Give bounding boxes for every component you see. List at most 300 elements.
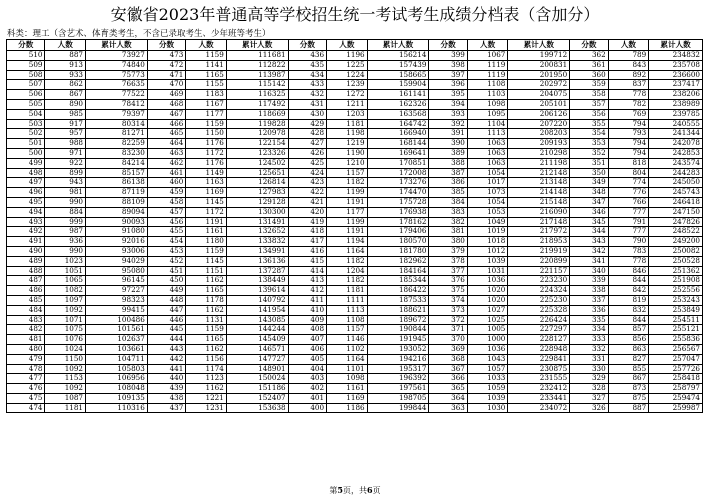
table-row bbox=[7, 158, 703, 168]
count-cell: 1063 bbox=[467, 148, 508, 158]
cumulative-cell: 244283 bbox=[649, 168, 703, 178]
cumulative-cell: 221157 bbox=[508, 266, 570, 276]
cumulative-cell: 125651 bbox=[226, 168, 288, 178]
count-cell: 782 bbox=[608, 99, 649, 109]
score-cell: 365 bbox=[429, 384, 467, 394]
cumulative-cell: 214148 bbox=[508, 188, 570, 198]
score-cell: 413 bbox=[288, 276, 326, 286]
count-cell: 1181 bbox=[327, 119, 368, 129]
count-cell: 1063 bbox=[467, 139, 508, 149]
count-cell: 1153 bbox=[45, 374, 86, 384]
table-row bbox=[7, 403, 703, 413]
score-cell: 467 bbox=[147, 109, 185, 119]
cumulative-cell: 164742 bbox=[367, 119, 429, 129]
score-cell: 504 bbox=[7, 109, 45, 119]
header-count: 人数 bbox=[608, 40, 649, 51]
score-cell: 410 bbox=[288, 305, 326, 315]
cumulative-cell: 207220 bbox=[508, 119, 570, 129]
count-cell: 1150 bbox=[186, 129, 227, 139]
score-cell: 388 bbox=[429, 158, 467, 168]
cumulative-cell: 253849 bbox=[649, 305, 703, 315]
count-cell: 1087 bbox=[45, 393, 86, 403]
cumulative-cell: 215148 bbox=[508, 197, 570, 207]
cumulative-cell: 197561 bbox=[367, 384, 429, 394]
count-cell: 1039 bbox=[467, 256, 508, 266]
score-cell: 492 bbox=[7, 227, 45, 237]
cumulative-cell: 255121 bbox=[649, 325, 703, 335]
cumulative-cell: 101561 bbox=[86, 325, 148, 335]
count-cell: 1033 bbox=[467, 374, 508, 384]
count-cell: 1031 bbox=[467, 266, 508, 276]
count-cell: 804 bbox=[608, 168, 649, 178]
score-cell: 346 bbox=[570, 207, 608, 217]
cumulative-cell: 217148 bbox=[508, 217, 570, 227]
count-cell: 857 bbox=[608, 325, 649, 335]
score-cell: 417 bbox=[288, 237, 326, 247]
count-cell: 1051 bbox=[45, 266, 86, 276]
count-cell: 1043 bbox=[467, 354, 508, 364]
score-cell: 381 bbox=[429, 227, 467, 237]
cumulative-cell: 238989 bbox=[649, 99, 703, 109]
cumulative-cell: 250528 bbox=[649, 256, 703, 266]
cumulative-cell: 240555 bbox=[649, 119, 703, 129]
count-cell: 1054 bbox=[467, 168, 508, 178]
cumulative-cell: 159904 bbox=[367, 80, 429, 90]
cumulative-cell: 213148 bbox=[508, 178, 570, 188]
score-cell: 435 bbox=[288, 60, 326, 70]
score-cell: 374 bbox=[429, 295, 467, 305]
cumulative-cell: 93006 bbox=[86, 246, 148, 256]
score-cell: 326 bbox=[570, 403, 608, 413]
count-cell: 1199 bbox=[327, 188, 368, 198]
table-row bbox=[7, 315, 703, 325]
cumulative-cell: 258797 bbox=[649, 384, 703, 394]
count-cell: 1131 bbox=[186, 315, 227, 325]
count-cell: 1182 bbox=[327, 256, 368, 266]
table-row bbox=[7, 364, 703, 374]
cumulative-cell: 104711 bbox=[86, 354, 148, 364]
score-cell: 380 bbox=[429, 237, 467, 247]
cumulative-cell: 106956 bbox=[86, 374, 148, 384]
count-cell: 1067 bbox=[467, 51, 508, 61]
score-cell: 436 bbox=[288, 51, 326, 61]
count-cell: 837 bbox=[608, 80, 649, 90]
table-row bbox=[7, 139, 703, 149]
table-row bbox=[7, 335, 703, 345]
count-cell: 1092 bbox=[45, 364, 86, 374]
score-cell: 377 bbox=[429, 266, 467, 276]
score-cell: 397 bbox=[429, 70, 467, 80]
count-cell: 1005 bbox=[467, 325, 508, 335]
cumulative-cell: 236600 bbox=[649, 70, 703, 80]
cumulative-cell: 199712 bbox=[508, 51, 570, 61]
count-cell: 1024 bbox=[45, 344, 86, 354]
count-cell: 936 bbox=[45, 237, 86, 247]
cumulative-cell: 124502 bbox=[226, 158, 288, 168]
cumulative-cell: 161141 bbox=[367, 90, 429, 100]
cumulative-cell: 89094 bbox=[86, 207, 148, 217]
score-cell: 366 bbox=[429, 374, 467, 384]
score-cell: 444 bbox=[147, 335, 185, 345]
score-cell: 395 bbox=[429, 90, 467, 100]
score-cell: 494 bbox=[7, 207, 45, 217]
cumulative-cell: 253243 bbox=[649, 295, 703, 305]
cumulative-cell: 196392 bbox=[367, 374, 429, 384]
count-cell: 1103 bbox=[467, 90, 508, 100]
count-cell: 766 bbox=[608, 197, 649, 207]
score-cell: 460 bbox=[147, 178, 185, 188]
count-cell: 892 bbox=[608, 70, 649, 80]
count-cell: 917 bbox=[45, 119, 86, 129]
table-row bbox=[7, 51, 703, 61]
score-cell: 481 bbox=[7, 335, 45, 345]
count-cell: 1190 bbox=[327, 148, 368, 158]
count-cell: 1063 bbox=[467, 158, 508, 168]
count-cell: 1108 bbox=[327, 315, 368, 325]
count-cell: 867 bbox=[45, 90, 86, 100]
table-row bbox=[7, 344, 703, 354]
score-cell: 438 bbox=[147, 393, 185, 403]
cumulative-cell: 83230 bbox=[86, 148, 148, 158]
score-cell: 360 bbox=[570, 70, 608, 80]
count-cell: 1167 bbox=[186, 99, 227, 109]
cumulative-cell: 255836 bbox=[649, 335, 703, 345]
cumulative-cell: 109135 bbox=[86, 393, 148, 403]
header-count: 人数 bbox=[327, 40, 368, 51]
header-score: 分数 bbox=[570, 40, 608, 51]
score-cell: 506 bbox=[7, 90, 45, 100]
score-cell: 331 bbox=[570, 354, 608, 364]
score-cell: 462 bbox=[147, 158, 185, 168]
table-row bbox=[7, 295, 703, 305]
table-row bbox=[7, 286, 703, 296]
cumulative-cell: 99415 bbox=[86, 305, 148, 315]
score-cell: 409 bbox=[288, 315, 326, 325]
count-cell: 1231 bbox=[186, 403, 227, 413]
score-cell: 338 bbox=[570, 286, 608, 296]
score-cell: 466 bbox=[147, 119, 185, 129]
cumulative-cell: 179406 bbox=[367, 227, 429, 237]
score-cell: 406 bbox=[288, 344, 326, 354]
cumulative-cell: 211198 bbox=[508, 158, 570, 168]
count-cell: 1141 bbox=[186, 60, 227, 70]
score-cell: 347 bbox=[570, 197, 608, 207]
cumulative-cell: 234072 bbox=[508, 403, 570, 413]
count-cell: 1049 bbox=[467, 217, 508, 227]
score-cell: 379 bbox=[429, 246, 467, 256]
score-cell: 479 bbox=[7, 354, 45, 364]
score-cell: 363 bbox=[429, 403, 467, 413]
count-cell: 1059 bbox=[467, 384, 508, 394]
cumulative-cell: 245050 bbox=[649, 178, 703, 188]
score-cell: 440 bbox=[147, 374, 185, 384]
table-row bbox=[7, 80, 703, 90]
count-cell: 774 bbox=[608, 178, 649, 188]
cumulative-cell: 182962 bbox=[367, 256, 429, 266]
score-cell: 364 bbox=[429, 393, 467, 403]
score-cell: 401 bbox=[288, 393, 326, 403]
table-row bbox=[7, 276, 703, 286]
cumulative-cell: 87119 bbox=[86, 188, 148, 198]
count-cell: 856 bbox=[608, 335, 649, 345]
cumulative-cell: 108048 bbox=[86, 384, 148, 394]
cumulative-cell: 230875 bbox=[508, 364, 570, 374]
table-row bbox=[7, 384, 703, 394]
cumulative-cell: 193052 bbox=[367, 344, 429, 354]
score-cell: 340 bbox=[570, 266, 608, 276]
count-cell: 1163 bbox=[186, 178, 227, 188]
count-cell: 1180 bbox=[186, 237, 227, 247]
cumulative-cell: 199844 bbox=[367, 403, 429, 413]
count-cell: 1053 bbox=[467, 207, 508, 217]
cumulative-cell: 82259 bbox=[86, 139, 148, 149]
count-cell: 933 bbox=[45, 70, 86, 80]
count-cell: 1177 bbox=[186, 109, 227, 119]
cumulative-cell: 88109 bbox=[86, 197, 148, 207]
header-count: 人数 bbox=[45, 40, 86, 51]
score-cell: 445 bbox=[147, 325, 185, 335]
cumulative-cell: 158665 bbox=[367, 70, 429, 80]
cumulative-cell: 228127 bbox=[508, 335, 570, 345]
score-cell: 498 bbox=[7, 168, 45, 178]
score-cell: 421 bbox=[288, 197, 326, 207]
count-cell: 1178 bbox=[186, 295, 227, 305]
count-cell: 1119 bbox=[467, 70, 508, 80]
count-cell: 1225 bbox=[327, 60, 368, 70]
score-cell: 493 bbox=[7, 217, 45, 227]
count-cell: 827 bbox=[608, 354, 649, 364]
score-cell: 501 bbox=[7, 139, 45, 149]
cumulative-cell: 163568 bbox=[367, 109, 429, 119]
score-cell: 359 bbox=[570, 80, 608, 90]
score-cell: 356 bbox=[570, 109, 608, 119]
cumulative-cell: 242078 bbox=[649, 139, 703, 149]
cumulative-cell: 90093 bbox=[86, 217, 148, 227]
table-row bbox=[7, 168, 703, 178]
score-cell: 389 bbox=[429, 148, 467, 158]
cumulative-cell: 257726 bbox=[649, 364, 703, 374]
count-cell: 844 bbox=[608, 315, 649, 325]
count-cell: 884 bbox=[45, 207, 86, 217]
cumulative-cell: 162326 bbox=[367, 99, 429, 109]
count-cell: 943 bbox=[45, 178, 86, 188]
cumulative-cell: 168144 bbox=[367, 139, 429, 149]
score-cell: 390 bbox=[429, 139, 467, 149]
cumulative-cell: 216090 bbox=[508, 207, 570, 217]
score-cell: 334 bbox=[570, 325, 608, 335]
cumulative-cell: 212148 bbox=[508, 168, 570, 178]
score-cell: 370 bbox=[429, 335, 467, 345]
count-cell: 1165 bbox=[186, 286, 227, 296]
count-cell: 990 bbox=[45, 246, 86, 256]
score-cell: 358 bbox=[570, 90, 608, 100]
score-cell: 392 bbox=[429, 119, 467, 129]
cumulative-cell: 130300 bbox=[226, 207, 288, 217]
count-cell: 790 bbox=[608, 237, 649, 247]
count-cell: 1036 bbox=[467, 276, 508, 286]
score-cell: 391 bbox=[429, 129, 467, 139]
count-cell: 1039 bbox=[467, 393, 508, 403]
score-cell: 443 bbox=[147, 344, 185, 354]
cumulative-cell: 204075 bbox=[508, 90, 570, 100]
score-cell: 368 bbox=[429, 354, 467, 364]
score-cell: 414 bbox=[288, 266, 326, 276]
cumulative-cell: 202972 bbox=[508, 80, 570, 90]
score-cell: 490 bbox=[7, 246, 45, 256]
cumulative-cell: 219919 bbox=[508, 246, 570, 256]
cumulative-cell: 243574 bbox=[649, 158, 703, 168]
count-cell: 1169 bbox=[186, 188, 227, 198]
score-cell: 510 bbox=[7, 51, 45, 61]
score-cell: 446 bbox=[147, 315, 185, 325]
table-row bbox=[7, 197, 703, 207]
cumulative-cell: 96145 bbox=[86, 276, 148, 286]
score-cell: 497 bbox=[7, 178, 45, 188]
table-row bbox=[7, 266, 703, 276]
cumulative-cell: 174470 bbox=[367, 188, 429, 198]
score-cell: 464 bbox=[147, 139, 185, 149]
header-cumulative: 累计人数 bbox=[86, 40, 148, 51]
score-cell: 329 bbox=[570, 374, 608, 384]
cumulative-cell: 133832 bbox=[226, 237, 288, 247]
count-cell: 794 bbox=[608, 148, 649, 158]
score-cell: 450 bbox=[147, 276, 185, 286]
score-cell: 352 bbox=[570, 148, 608, 158]
header-cumulative: 累计人数 bbox=[226, 40, 288, 51]
score-cell: 373 bbox=[429, 305, 467, 315]
count-cell: 1012 bbox=[467, 246, 508, 256]
score-cell: 472 bbox=[147, 60, 185, 70]
count-cell: 1054 bbox=[467, 197, 508, 207]
count-cell: 1023 bbox=[45, 256, 86, 266]
score-cell: 507 bbox=[7, 80, 45, 90]
cumulative-cell: 242853 bbox=[649, 148, 703, 158]
score-cell: 477 bbox=[7, 374, 45, 384]
score-cell: 448 bbox=[147, 295, 185, 305]
count-cell: 999 bbox=[45, 217, 86, 227]
count-cell: 1162 bbox=[186, 276, 227, 286]
score-cell: 342 bbox=[570, 246, 608, 256]
score-cell: 357 bbox=[570, 99, 608, 109]
score-cell: 430 bbox=[288, 109, 326, 119]
cumulative-cell: 251908 bbox=[649, 276, 703, 286]
score-cell: 486 bbox=[7, 286, 45, 296]
score-cell: 372 bbox=[429, 315, 467, 325]
cumulative-cell: 137287 bbox=[226, 266, 288, 276]
count-cell: 867 bbox=[608, 374, 649, 384]
count-cell: 1164 bbox=[327, 246, 368, 256]
cumulative-cell: 223230 bbox=[508, 276, 570, 286]
count-cell: 1150 bbox=[45, 354, 86, 364]
table-row bbox=[7, 99, 703, 109]
score-cell: 429 bbox=[288, 119, 326, 129]
count-cell: 887 bbox=[608, 403, 649, 413]
cumulative-cell: 144244 bbox=[226, 325, 288, 335]
table-row bbox=[7, 207, 703, 217]
count-cell: 855 bbox=[608, 364, 649, 374]
cumulative-cell: 227297 bbox=[508, 325, 570, 335]
score-cell: 447 bbox=[147, 305, 185, 315]
cumulative-cell: 152407 bbox=[226, 393, 288, 403]
cumulative-cell: 238206 bbox=[649, 90, 703, 100]
count-cell: 1018 bbox=[467, 237, 508, 247]
cumulative-cell: 256567 bbox=[649, 344, 703, 354]
count-cell: 1194 bbox=[327, 237, 368, 247]
count-cell: 1030 bbox=[467, 403, 508, 413]
score-cell: 394 bbox=[429, 99, 467, 109]
count-cell: 1164 bbox=[327, 354, 368, 364]
score-cell: 508 bbox=[7, 70, 45, 80]
cumulative-cell: 74840 bbox=[86, 60, 148, 70]
table-row bbox=[7, 119, 703, 129]
cumulative-cell: 115142 bbox=[226, 80, 288, 90]
count-cell: 1092 bbox=[45, 305, 86, 315]
score-cell: 354 bbox=[570, 129, 608, 139]
count-cell: 776 bbox=[608, 188, 649, 198]
score-cell: 489 bbox=[7, 256, 45, 266]
cumulative-cell: 136136 bbox=[226, 256, 288, 266]
cumulative-cell: 181780 bbox=[367, 246, 429, 256]
count-cell: 1162 bbox=[186, 305, 227, 315]
count-cell: 1095 bbox=[467, 109, 508, 119]
score-cell: 463 bbox=[147, 148, 185, 158]
score-cell: 341 bbox=[570, 256, 608, 266]
count-cell: 988 bbox=[45, 139, 86, 149]
score-cell: 336 bbox=[570, 305, 608, 315]
cumulative-cell: 116325 bbox=[226, 90, 288, 100]
score-cell: 416 bbox=[288, 246, 326, 256]
count-cell: 1020 bbox=[467, 295, 508, 305]
cumulative-cell: 258418 bbox=[649, 374, 703, 384]
table-row bbox=[7, 305, 703, 315]
score-cell: 439 bbox=[147, 384, 185, 394]
score-cell: 332 bbox=[570, 344, 608, 354]
count-cell: 1156 bbox=[186, 354, 227, 364]
cumulative-cell: 129128 bbox=[226, 197, 288, 207]
cumulative-cell: 259474 bbox=[649, 393, 703, 403]
count-cell: 987 bbox=[45, 227, 86, 237]
count-cell: 777 bbox=[608, 207, 649, 217]
cumulative-cell: 157439 bbox=[367, 60, 429, 70]
count-cell: 1159 bbox=[186, 51, 227, 61]
score-cell: 475 bbox=[7, 393, 45, 403]
cumulative-cell: 127983 bbox=[226, 188, 288, 198]
cumulative-cell: 103661 bbox=[86, 344, 148, 354]
cumulative-cell: 189672 bbox=[367, 315, 429, 325]
table-row bbox=[7, 374, 703, 384]
header-score: 分数 bbox=[288, 40, 326, 51]
score-cell: 405 bbox=[288, 354, 326, 364]
cumulative-cell: 170851 bbox=[367, 158, 429, 168]
count-cell: 863 bbox=[608, 344, 649, 354]
cumulative-cell: 218953 bbox=[508, 237, 570, 247]
score-cell: 376 bbox=[429, 276, 467, 286]
cumulative-cell: 81271 bbox=[86, 129, 148, 139]
cumulative-cell: 257047 bbox=[649, 354, 703, 364]
count-cell: 1027 bbox=[467, 305, 508, 315]
score-cell: 353 bbox=[570, 139, 608, 149]
cumulative-cell: 141954 bbox=[226, 305, 288, 315]
score-cell: 482 bbox=[7, 325, 45, 335]
count-cell: 846 bbox=[608, 266, 649, 276]
count-cell: 789 bbox=[608, 51, 649, 61]
header-cumulative: 累计人数 bbox=[367, 40, 429, 51]
count-cell: 1151 bbox=[186, 266, 227, 276]
cumulative-cell: 241344 bbox=[649, 129, 703, 139]
cumulative-cell: 234832 bbox=[649, 51, 703, 61]
cumulative-cell: 148901 bbox=[226, 364, 288, 374]
count-cell: 1196 bbox=[327, 51, 368, 61]
